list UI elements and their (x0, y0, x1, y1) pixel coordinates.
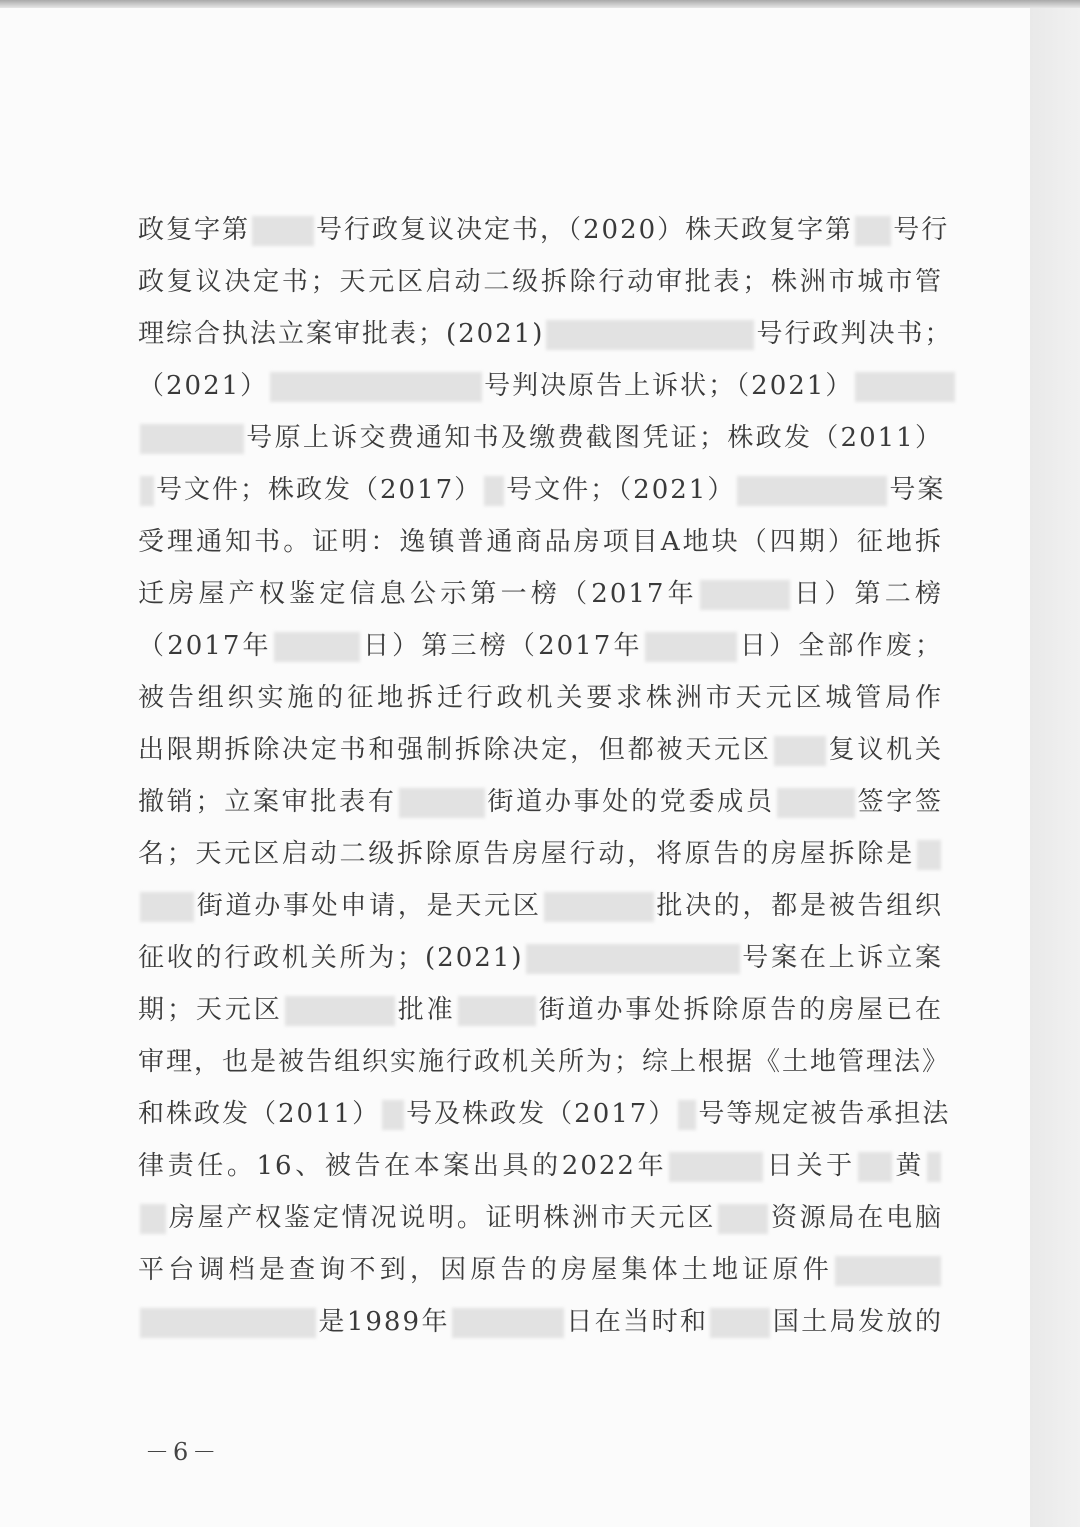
text-line: 和株政发（2011） 号及株政发（2017） 号等规定被告承担法 (138, 1099, 951, 1129)
text-line: （2021） 号判决原告上诉状；（2021） (138, 360, 943, 412)
redaction (917, 840, 941, 870)
redaction (140, 476, 154, 506)
text-line: 街道办事处申请，是天元区 批决的，都是被告组织 (138, 880, 943, 932)
redaction (669, 1152, 763, 1182)
redaction (140, 1308, 316, 1338)
text-line: 政复议决定书；天元区启动二级拆除行动审批表；株洲市城市管 (138, 267, 943, 297)
text-line: 号文件；株政发（2017） 号文件；（2021） 号案 (138, 464, 943, 516)
redaction (546, 320, 754, 350)
redaction (737, 476, 887, 506)
redaction (718, 1204, 768, 1234)
redaction (274, 632, 360, 662)
text-line: 名；天元区启动二级拆除原告房屋行动，将原告的房屋拆除是 (138, 828, 943, 880)
body-text (138, 204, 953, 1348)
redaction (140, 424, 244, 454)
scan-top-edge (0, 0, 1080, 8)
text-line: 迁房屋产权鉴定信息公示第一榜（2017年 日）第二榜 (138, 579, 943, 609)
text-line: 被告组织实施的征地拆迁行政机关要求株洲市天元区城管局作 (138, 683, 943, 713)
redaction (700, 580, 790, 610)
redaction (452, 1308, 564, 1338)
text-line: 理综合执法立案审批表；(2021) 号行政判决书； (138, 319, 953, 349)
redaction (645, 632, 737, 662)
text-line: 号原上诉交费通知书及缴费截图凭证；株政发（2011） (138, 412, 943, 464)
redaction (270, 372, 482, 402)
redaction (855, 372, 955, 402)
redaction (544, 892, 654, 922)
redaction (140, 892, 194, 922)
redaction (285, 996, 395, 1026)
redaction (927, 1152, 941, 1182)
text-line: （2017年 日）第三榜（2017年 日）全部作废； (138, 631, 943, 661)
redaction (858, 1152, 892, 1182)
scan-right-margin (1030, 8, 1080, 1527)
redaction (774, 736, 826, 766)
text-line: 撤销；立案审批表有 街道办事处的党委成员 签字签 (138, 787, 943, 817)
text-line: 政复字第 号行政复议决定书，（2020）株天政复字第 号行 (138, 215, 950, 245)
redaction (526, 944, 740, 974)
text-line: 平台调档是查询不到，因原告的房屋集体土地证原件 (138, 1244, 943, 1296)
redaction (140, 1204, 166, 1234)
text-line: 审理，也是被告组织实施行政机关所为；综上根据《土地管理法》 (138, 1047, 951, 1077)
text-line: 房屋产权鉴定情况说明。证明株洲市天元区 资源局在电脑 (138, 1192, 943, 1244)
redaction (678, 1100, 696, 1130)
text-line: 受理通知书。证明：逸镇普通商品房项目A地块（四期）征地拆 (138, 527, 943, 557)
redaction (399, 788, 485, 818)
redaction (252, 216, 314, 246)
redaction (777, 788, 855, 818)
redaction (835, 1256, 941, 1286)
redaction (458, 996, 536, 1026)
redaction (855, 216, 891, 246)
text-line: 期；天元区 批准 街道办事处拆除原告的房屋已在 (138, 995, 943, 1025)
text-line: 律责任。16、被告在本案出具的2022年 日关于 黄 (138, 1140, 943, 1192)
text-line: 出限期拆除决定书和强制拆除决定，但都被天元区 复议机关 (138, 735, 943, 765)
text-line: 是1989年 日在当时和 国土局发放的 (138, 1296, 943, 1348)
redaction (484, 476, 504, 506)
text-line: 征收的行政机关所为；(2021) 号案在上诉立案 (138, 943, 943, 973)
redaction (382, 1100, 404, 1130)
redaction (710, 1308, 770, 1338)
page-number: －6－ (145, 1438, 221, 1466)
